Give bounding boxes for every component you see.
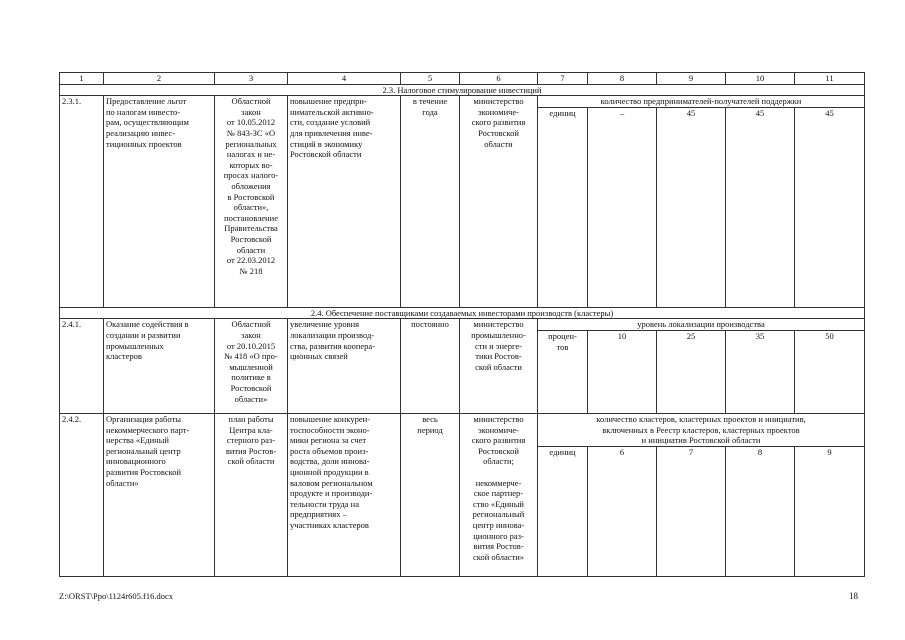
table-row: [60, 413, 865, 446]
legal-basis: Областной закон от 20.10.2015 № 418 «О про- мышленной политике в Ростовской области»: [215, 319, 288, 414]
column-number: 5: [401, 73, 460, 85]
unit: процен- тов: [538, 330, 588, 413]
expected-result: повышение предпри- нимательской активно- сти, создание условий для привлечения инве- стиций в экономику Ростовской области: [288, 96, 401, 308]
column-number: 2: [104, 73, 215, 85]
value-cell: 10: [588, 330, 657, 413]
column-number: 1: [60, 73, 104, 85]
expected-result: повышение конкурен- тоспособности эконо- мики региона за счет роста объемов произ- водства, доли иннова- ционной продукции в валовом региональном продукте и производи- тельности труда на предприятиях – участниках кластеров: [288, 413, 401, 576]
executor: министерство экономиче- ского развития Ростовской области; некоммерче- ское партнер- ство «Единый региональный центр иннова- ционного раз- вития Ростов- ской области»: [460, 413, 538, 576]
column-number: 4: [288, 73, 401, 85]
executor: министерство экономиче- ского развития Ростовской области: [460, 96, 538, 308]
column-number: 9: [657, 73, 726, 85]
value-cell: 6: [588, 446, 657, 576]
indicator-name: количество предпринимателей-получателей поддержки: [538, 96, 865, 108]
table-row: [60, 319, 865, 331]
value-cell: 9: [795, 446, 865, 576]
value-cell: 45: [795, 107, 865, 307]
section-title: 2.4. Обеспечение поставщиками создаваемых инвесторами производств (кластеры): [60, 307, 865, 319]
value-cell: 7: [657, 446, 726, 576]
value-cell: 35: [726, 330, 795, 413]
row-number: 2.4.1.: [60, 319, 104, 414]
column-number: 11: [795, 73, 865, 85]
value-cell: 8: [726, 446, 795, 576]
legal-basis: Областной закон от 10.05.2012 № 843-ЗС «О региональных налогах и не- которых во- просах налого- обложения в Ростовской области», постановление Правительства Ростовской области от 22.03.2012 № 218: [215, 96, 288, 308]
expected-result: увеличение уровня локализации производ- ства, развития коопера- ционных связей: [288, 319, 401, 414]
measure-name: Предоставление льгот по налогам инвесто- рам, осуществляющим реализацию инвес- тиционных проектов: [104, 96, 215, 308]
unit: единиц: [538, 446, 588, 576]
measure-name: Организация работы некоммерческого парт- нерства «Единый региональный центр инновационного развития Ростовской области»: [104, 413, 215, 576]
value-cell: 25: [657, 330, 726, 413]
measures-table: [59, 72, 865, 577]
executor: министерство промышленно- сти и энерге- тики Ростов- ской области: [460, 319, 538, 414]
value-cell: 50: [795, 330, 865, 413]
value-cell: 45: [726, 107, 795, 307]
value-cell: 45: [657, 107, 726, 307]
table-row: [60, 96, 865, 108]
legal-basis: план работы Центра кла- стерного раз- вития Ростов- ской области: [215, 413, 288, 576]
column-number: 6: [460, 73, 538, 85]
section-title: 2.3. Налоговое стимулирование инвестиций: [60, 84, 865, 96]
row-number: 2.4.2.: [60, 413, 104, 576]
indicator-name: количество кластеров, кластерных проектов и инициатив, включенных в Реестр кластеров, кластерных проектов и инициатив Ростовской области: [538, 413, 865, 446]
term: весь период: [401, 413, 460, 576]
value-cell: –: [588, 107, 657, 307]
unit: единиц: [538, 107, 588, 307]
column-number-row: [60, 73, 865, 85]
column-number: 7: [538, 73, 588, 85]
column-number: 3: [215, 73, 288, 85]
section-title-row: [60, 84, 865, 96]
indicator-name: уровень локализации производства: [538, 319, 865, 331]
column-number: 10: [726, 73, 795, 85]
term: постоянно: [401, 319, 460, 414]
page-number: 18: [849, 591, 858, 601]
term: в течение года: [401, 96, 460, 308]
measure-name: Оказание содействия в создании и развитии промышленных кластеров: [104, 319, 215, 414]
section-title-row: [60, 307, 865, 319]
column-number: 8: [588, 73, 657, 85]
row-number: 2.3.1.: [60, 96, 104, 308]
file-path: Z:\ORST\Ppo\1124r605.f16.docx: [59, 591, 173, 601]
